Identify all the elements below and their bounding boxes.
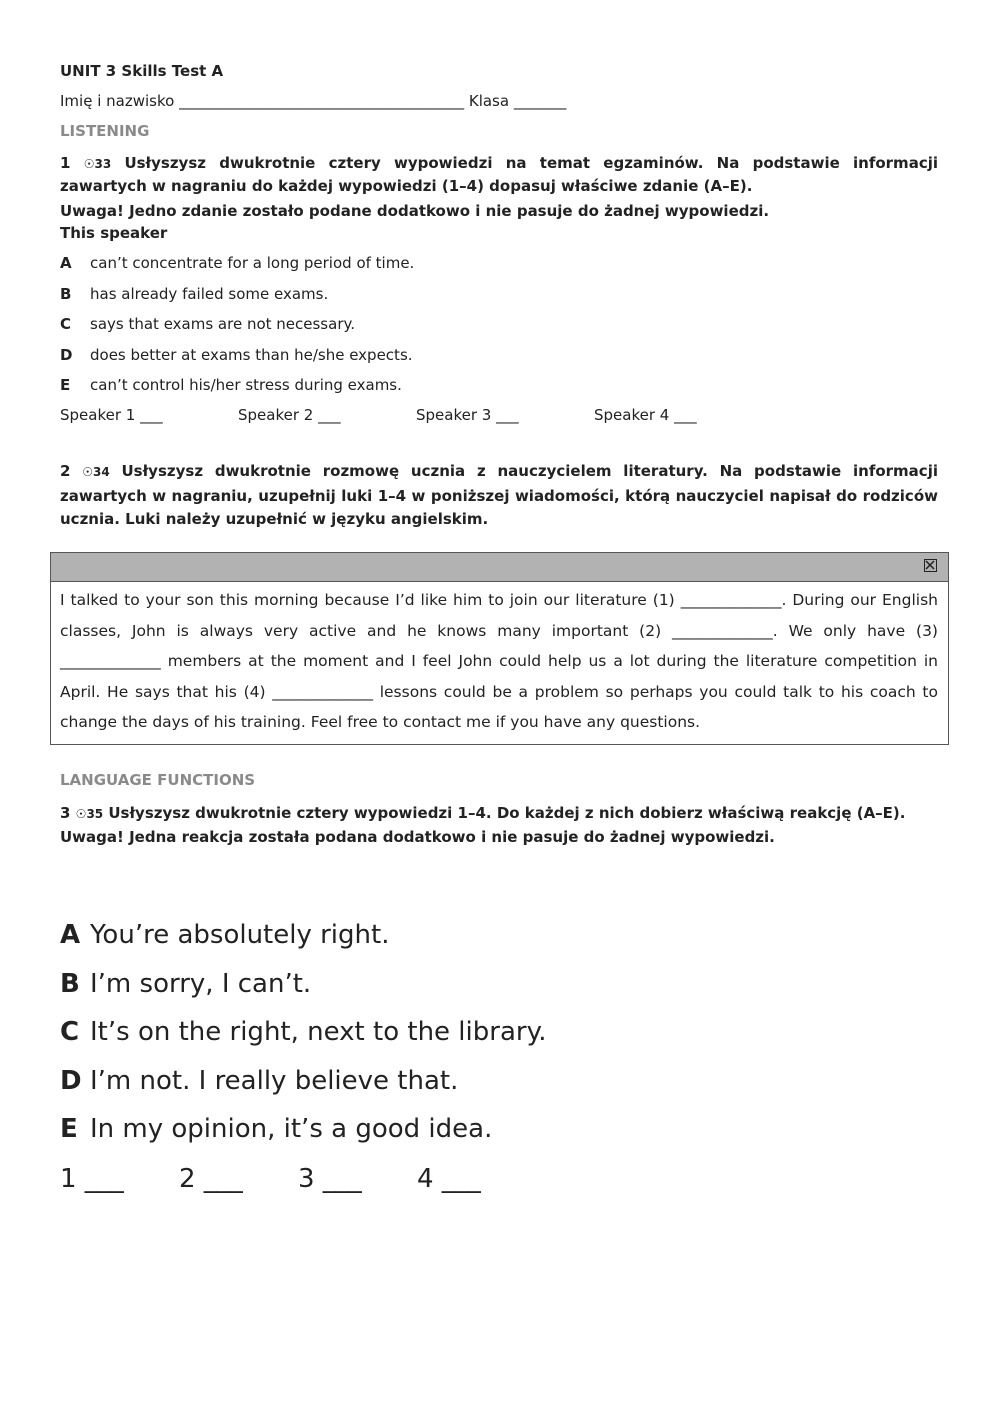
message-text xyxy=(51,582,948,744)
option-letter: B xyxy=(60,284,72,303)
task2-track: 34 xyxy=(93,465,110,479)
option-letter: E xyxy=(60,376,71,394)
option-text: has already failed some exams. xyxy=(90,284,329,303)
task2-number: 2 xyxy=(60,462,71,480)
option-text: It’s on the right, next to the library. xyxy=(90,1017,547,1048)
answer-1[interactable]: 1 ___ xyxy=(60,1164,124,1194)
speaker-2-answer[interactable]: Speaker 2 ___ xyxy=(238,406,341,424)
option-text: can’t control his/her stress during exams. xyxy=(90,376,402,394)
test-title: UNIT 3 Skills Test A xyxy=(60,62,224,80)
task3-instruction xyxy=(60,802,940,849)
task3-note: Uwaga! Jedna reakcja została podana dodatkowo i nie pasuje do żadnej wypowiedzi. xyxy=(60,828,775,846)
gap-1[interactable]: _____________ xyxy=(680,591,782,609)
option-letter: A xyxy=(60,254,72,272)
list-item xyxy=(60,969,547,1018)
speaker-4-answer[interactable]: Speaker 4 ___ xyxy=(594,406,697,424)
option-text: can’t concentrate for a long period of time. xyxy=(90,254,415,272)
option-letter: B xyxy=(60,968,80,999)
message-part: lessons could be a problem so perhaps you could talk to his coach to change the days of his training. Feel free to contact me if you have any questions. xyxy=(60,682,938,731)
answer-4[interactable]: 4 ___ xyxy=(417,1164,481,1194)
name-class-line xyxy=(60,90,566,112)
option-text: I’m not. I really believe that. xyxy=(90,1065,459,1096)
option-text: In my opinion, it’s a good idea. xyxy=(90,1114,493,1145)
list-item xyxy=(60,1017,547,1066)
message-part: members at the moment and I feel John could help us a lot during the literature competition in April. He says that his (4) xyxy=(60,652,938,701)
list-item xyxy=(60,252,414,283)
cd-icon: ☉ xyxy=(83,157,95,171)
message-box xyxy=(50,552,949,745)
task1-lead: This speaker xyxy=(60,224,168,242)
gap-4[interactable]: _____________ xyxy=(272,682,373,701)
close-icon[interactable] xyxy=(924,559,937,572)
answer-3[interactable]: 3 ___ xyxy=(298,1164,362,1194)
list-item xyxy=(60,313,414,344)
message-part: I talked to your son this morning because I’d like him to join our literature (1) xyxy=(60,591,675,609)
task1-instruction xyxy=(60,152,938,197)
list-item xyxy=(60,1066,547,1115)
list-item xyxy=(60,920,547,969)
option-text: I’m sorry, I can’t. xyxy=(90,968,312,999)
task3-instruction-text: Usłyszysz dwukrotnie cztery wypowiedzi 1–4. Do każdej z nich dobierz właściwą reakcję (A–E). xyxy=(108,804,906,822)
message-part: . We only have (3) xyxy=(772,621,938,640)
listening-heading: LISTENING xyxy=(60,122,150,140)
option-letter: D xyxy=(60,1065,82,1096)
task2-instruction xyxy=(60,460,938,532)
option-letter: D xyxy=(60,345,73,364)
cd-icon: ☉ xyxy=(82,465,93,479)
name-label: Imię i nazwisko xyxy=(60,92,175,110)
gap-2[interactable]: _____________ xyxy=(672,621,773,640)
task2-instruction-text: Usłyszysz dwukrotnie rozmowę ucznia z nauczycielem literatury. Na podstawie informacji zawartych w nagraniu, uzupełnij luki 1–4 w poniższej wiadomości, którą nauczyciel napisał do rodziców ucznia. Luki należy uzupełnić w języku angielskim. xyxy=(60,462,938,528)
message-part: . During our English classes, John is always very active and he knows many important (2) xyxy=(60,591,938,640)
task1-track: 33 xyxy=(94,157,112,171)
list-item xyxy=(60,1114,547,1163)
task3-answers xyxy=(60,1164,536,1194)
task3-number: 3 xyxy=(60,804,71,822)
option-letter: E xyxy=(60,1114,78,1145)
option-letter: C xyxy=(60,315,72,333)
option-letter: A xyxy=(60,920,81,950)
task1-number: 1 xyxy=(60,154,71,172)
speaker-3-answer[interactable]: Speaker 3 ___ xyxy=(416,406,519,424)
class-label: Klasa xyxy=(468,92,510,110)
language-functions-heading: LANGUAGE FUNCTIONS xyxy=(60,771,256,789)
option-letter: C xyxy=(60,1017,80,1048)
option-text: does better at exams than he/she expects. xyxy=(90,345,413,364)
task3-options xyxy=(60,920,547,1163)
speaker-1-answer[interactable]: Speaker 1 ___ xyxy=(60,406,163,424)
speaker-answers xyxy=(60,404,772,426)
gap-3[interactable]: _____________ xyxy=(60,652,161,670)
task3-track: 35 xyxy=(86,807,104,821)
task1-instruction-text: Usłyszysz dwukrotnie cztery wypowiedzi na temat egzaminów. Na podstawie informacji zawartych w nagraniu do każdej wypowiedzi (1–4) dopasuj właściwe zdanie (A–E). xyxy=(60,154,938,195)
cd-icon: ☉ xyxy=(75,807,87,821)
option-text: says that exams are not necessary. xyxy=(90,315,355,333)
option-text: You’re absolutely right. xyxy=(90,920,390,950)
class-field[interactable]: _______ xyxy=(513,92,567,110)
list-item xyxy=(60,374,414,405)
task1-options xyxy=(60,252,414,405)
message-box-header xyxy=(51,553,948,582)
answer-2[interactable]: 2 ___ xyxy=(179,1164,243,1194)
list-item xyxy=(60,344,414,375)
name-field[interactable]: ______________________________________ xyxy=(179,92,465,110)
task1-note: Uwaga! Jedno zdanie zostało podane dodatkowo i nie pasuje do żadnej wypowiedzi. xyxy=(60,202,770,220)
list-item xyxy=(60,283,414,314)
